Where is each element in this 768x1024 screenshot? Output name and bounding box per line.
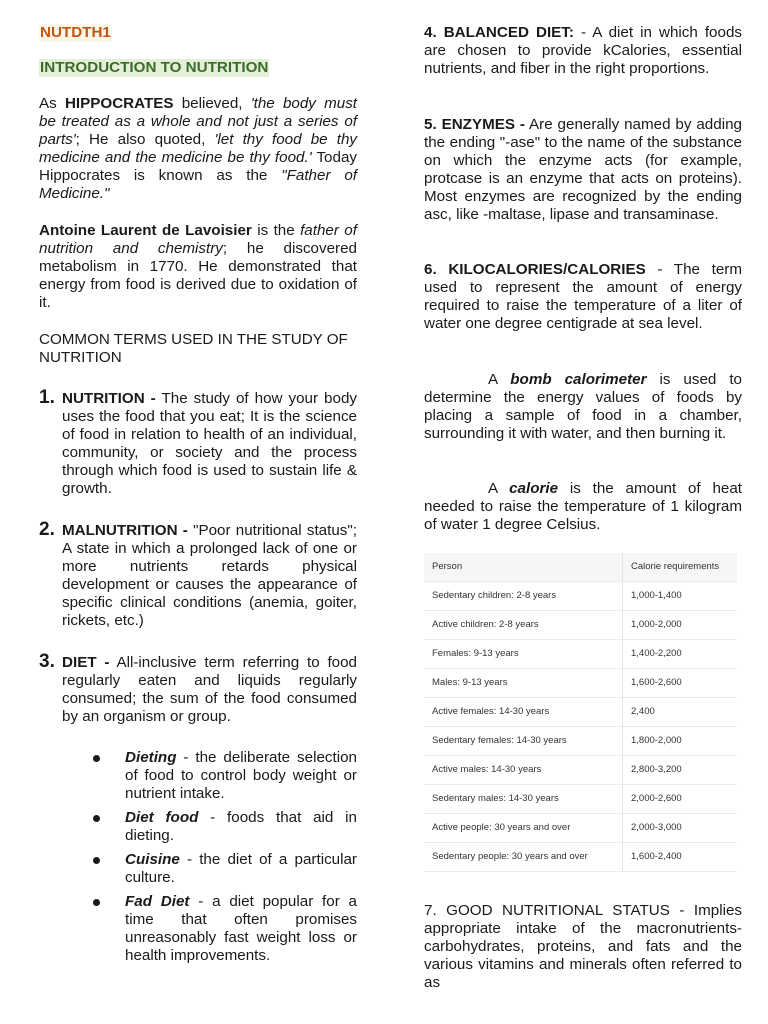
term-name: BALANCED DIET:: [443, 24, 574, 41]
term-item: [424, 261, 742, 333]
terms-heading: COMMON TERMS USED IN THE STUDY OF NUTRITION: [39, 331, 348, 366]
term-name: MALNUTRITION -: [62, 522, 188, 539]
term-definition: - A diet in which foods are chosen to provide kCalories, essential nutrients, and fiber in the right proportions.: [424, 24, 742, 77]
person-cell: Males: 9-13 years: [424, 669, 623, 698]
bullet-term: Fad Diet: [125, 893, 190, 910]
term-definition: "Poor nutritional status"; A state in which a prolonged lack of one or more nutrients retards physical development or causes the appearance of specific clinical conditions (anemia, goiter, rickets, etc.): [62, 522, 357, 629]
person-cell: Sedentary males: 14-30 years: [424, 785, 623, 814]
person-cell: Active males: 14-30 years: [424, 756, 623, 785]
table-row: [424, 785, 737, 814]
table-header-row: [424, 553, 737, 582]
person-cell: Sedentary people: 30 years and over: [424, 843, 623, 872]
bullet-icon: [93, 815, 100, 822]
table-row: [424, 814, 737, 843]
bullet-term: Cuisine: [125, 851, 180, 868]
term-definition: - The term used to represent the amount of energy required to raise the temperature of a liter of water one degree centigrade at sea level.: [424, 261, 742, 332]
hippocrates-epithet: "Father of Medicine.": [39, 167, 357, 202]
person-cell: Active females: 14-30 years: [424, 698, 623, 727]
list-item: Cuisine - the diet of a particular culture.: [93, 851, 357, 887]
term-item: [39, 387, 357, 498]
term-number: 2.: [39, 519, 55, 540]
course-code: NUTDTH1: [40, 24, 111, 41]
person-cell: Sedentary females: 14-30 years: [424, 727, 623, 756]
calorie-cell: 2,400: [623, 698, 738, 727]
calorie-cell: 1,600-2,600: [623, 669, 738, 698]
hippocrates-quote-1: 'the body must be treated as a whole and not just a series of parts': [39, 95, 358, 148]
term-item: [424, 24, 742, 78]
table-row: [424, 582, 737, 611]
hippocrates-quote-2: 'let thy food be thy medicine and the medicine be thy food.': [39, 131, 358, 166]
list-item: Fad Diet - a diet popular for a time that often promises unreasonably fast weight loss or health improvements.: [93, 893, 357, 965]
table-row: [424, 727, 737, 756]
table-row: [424, 640, 737, 669]
person-cell: Sedentary children: 2-8 years: [424, 582, 623, 611]
term-name: DIET -: [62, 654, 110, 671]
table-row: [424, 843, 737, 872]
hippocrates-paragraph: As HIPPOCRATES believed, 'the body must be treated as a whole and not just a series of parts'; He also quoted, 'let thy food be thy medicine and the medicine be thy food.' Today Hippocrates is known as the "Father of Medicine.": [39, 95, 358, 202]
term-definition: Are generally named by adding the ending "-ase" to the name of the substance on which the enzyme acts (for example, protcase is an enzyme that acts on proteins). Most enzymes are recognized by the ending asc, like -maltase, lipase and transaminase.: [424, 116, 742, 223]
lavoisier-paragraph: Antoine Laurent de Lavoisier is the father of nutrition and chemistry; he discovered metabolism in 1770. He demonstrated that energy from food is derived due to oxidation of it.: [39, 222, 357, 311]
calorie-cell: 1,600-2,400: [623, 843, 738, 872]
calorie-cell: 1,000-1,400: [623, 582, 738, 611]
person-cell: Active people: 30 years and over: [424, 814, 623, 843]
bullet-icon: [93, 755, 100, 762]
calorie-cell: 1,400-2,200: [623, 640, 738, 669]
column-header-calories: Calorie requirements: [623, 553, 738, 582]
term-definition: - Implies appropriate intake of the macronutrients-carbohydrates, proteins, and fats and the various vitamins and minerals often referred to as: [424, 902, 742, 991]
term-number: 4.: [424, 24, 437, 41]
calorie-cell: 1,800-2,000: [623, 727, 738, 756]
table-row: [424, 611, 737, 640]
term-number: 3.: [39, 651, 55, 672]
term-number: 6.: [424, 261, 437, 278]
calorie-cell: 2,800-3,200: [623, 756, 738, 785]
calorie-cell: 1,000-2,000: [623, 611, 738, 640]
calorie-paragraph: A calorie is the amount of heat needed to raise the temperature of 1 kilogram of water 1 degree Celsius.: [424, 480, 743, 533]
column-header-person: Person: [424, 553, 623, 582]
term-definition: All-inclusive term referring to food regularly eaten and liquids regularly consumed; the sum of the food consumed by an organism or group.: [62, 654, 358, 725]
bullet-icon: [93, 857, 100, 864]
term-item: [39, 651, 358, 726]
term-item: [39, 519, 357, 630]
list-item: Dieting - the deliberate selection of food to control body weight or nutrient intake.: [93, 749, 357, 803]
table-row: [424, 698, 737, 727]
term-name: NUTRITION -: [62, 390, 156, 407]
person-cell: Females: 9-13 years: [424, 640, 623, 669]
lavoisier-title: father of nutrition and chemistry: [39, 222, 357, 257]
term-number: 1.: [39, 387, 55, 408]
term-name: ENZYMES -: [441, 116, 525, 133]
diet-bullet-list: [93, 749, 357, 965]
bullet-term: Diet food: [125, 809, 199, 826]
bullet-term: Dieting: [125, 749, 177, 766]
term-item: [424, 902, 742, 992]
table-row: [424, 756, 737, 785]
hippocrates-name: HIPPOCRATES: [64, 95, 174, 112]
person-cell: Active children: 2-8 years: [424, 611, 623, 640]
term-item: [424, 116, 742, 224]
table-row: [424, 669, 737, 698]
lavoisier-name: Antoine Laurent de Lavoisier: [39, 222, 252, 239]
calorimeter-term: bomb calorimeter: [510, 371, 647, 388]
calorie-cell: 2,000-2,600: [623, 785, 738, 814]
calorie-requirements-table: [424, 553, 737, 872]
term-name: 7. GOOD NUTRITIONAL STATUS: [424, 902, 670, 919]
page-title: INTRODUCTION TO NUTRITION: [40, 59, 269, 76]
calorimeter-paragraph: A bomb calorimeter is used to determine the energy values of foods by placing a sample of food in a chamber, surrounding it with water, and then burning it.: [424, 371, 742, 442]
bullet-icon: [93, 899, 100, 906]
list-item: Diet food - foods that aid in dieting.: [93, 809, 357, 845]
term-number: 5.: [424, 116, 437, 133]
calorie-cell: 2,000-3,000: [623, 814, 738, 843]
term-name: KILOCALORIES/CALORIES: [448, 261, 646, 278]
calorie-term: calorie: [509, 480, 559, 497]
term-definition: The study of how your body uses the food that you eat; It is the science of food in relation to health of an individual, community, or society and the process through which food is used to sustain life & growth.: [62, 390, 357, 497]
